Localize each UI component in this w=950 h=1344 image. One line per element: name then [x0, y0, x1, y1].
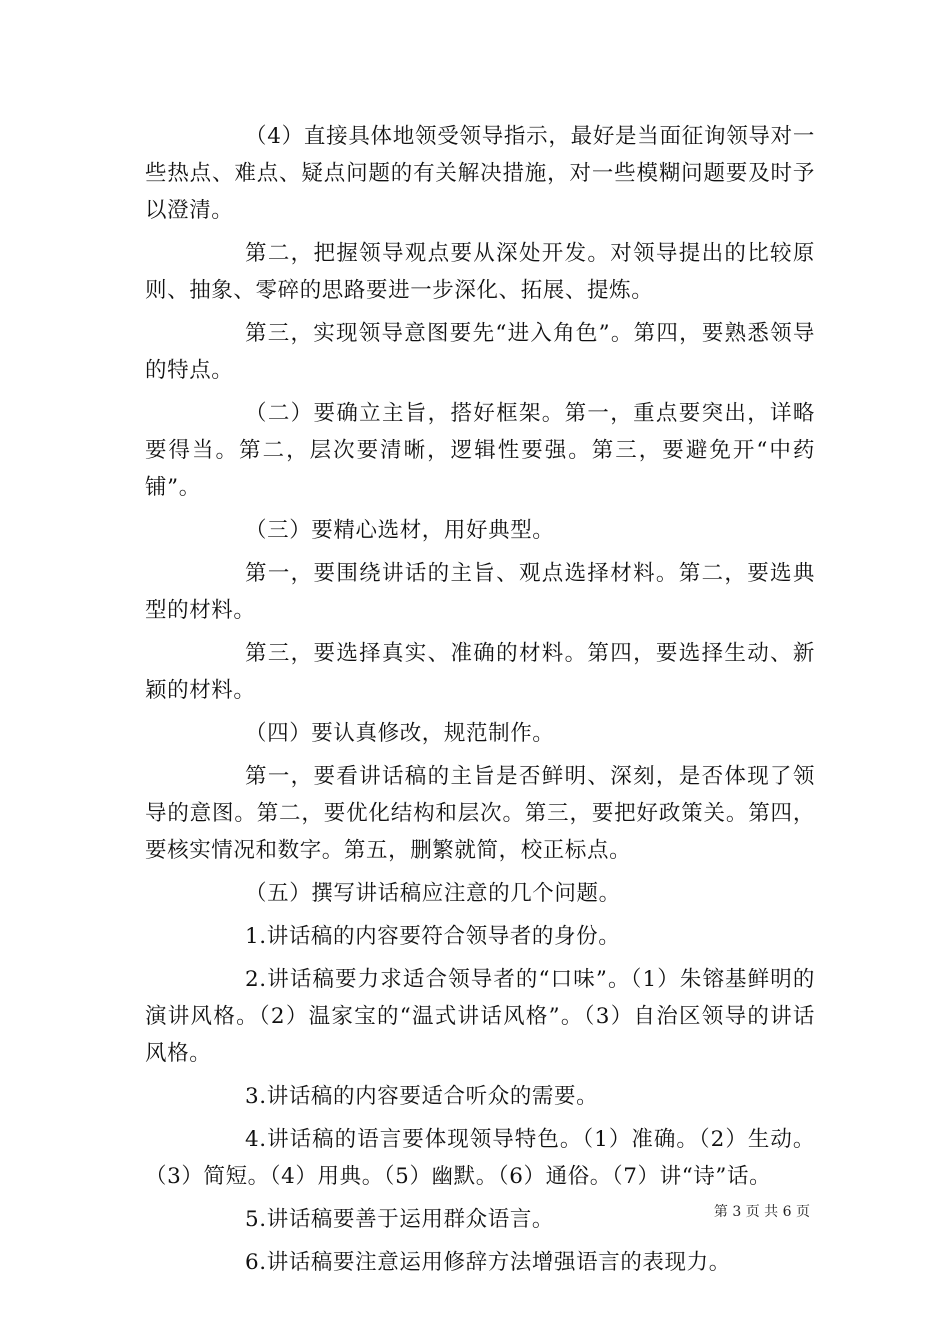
paragraph: 4.讲话稿的语言要体现领导特色。（1）准确。（2）生动。（3）简短。（4）用典。（5）幽默。（6）通俗。（7）讲“诗”话。 — [145, 1127, 815, 1189]
paragraph: 第三，实现领导意图要先“进入角色”。第四，要熟悉领导的特点。 — [145, 321, 815, 383]
paragraph: 第二，把握领导观点要从深处开发。对领导提出的比较原则、抽象、零碎的思路要进一步深化、拓展、提炼。 — [145, 241, 815, 303]
paragraph: 1.讲话稿的内容要符合领导者的身份。 — [245, 924, 621, 949]
paragraph: 5.讲话稿要善于运用群众语言。 — [245, 1207, 555, 1232]
paragraph: 第一，要看讲话稿的主旨是否鲜明、深刻，是否体现了领导的意图。第二，要优化结构和层次。第三，要把好政策关。第四，要核实情况和数字。第五，删繁就简，校正标点。 — [145, 764, 815, 863]
paragraph: 3.讲话稿的内容要适合听众的需要。 — [245, 1084, 599, 1109]
document-body — [145, 118, 815, 1287]
paragraph: 第一，要围绕讲话的主旨、观点选择材料。第二，要选典型的材料。 — [145, 561, 815, 623]
paragraph: （四）要认真修改，规范制作。 — [245, 721, 555, 746]
paragraph: （4）直接具体地领受领导指示，最好是当面征询领导对一些热点、难点、疑点问题的有关解决措施，对一些模糊问题要及时予以澄清。 — [145, 124, 815, 223]
paragraph: （二）要确立主旨，搭好框架。第一，重点要突出，详略要得当。第二，层次要清晰，逻辑性要强。第三，要避免开“中药铺”。 — [145, 401, 815, 500]
paragraph: （三）要精心选材，用好典型。 — [245, 518, 555, 543]
paragraph: 第三，要选择真实、准确的材料。第四，要选择生动、新颖的材料。 — [145, 641, 815, 703]
paragraph: （五）撰写讲话稿应注意的几个问题。 — [245, 881, 621, 906]
paragraph: 2.讲话稿要力求适合领导者的“口味”。（1）朱镕基鲜明的演讲风格。（2）温家宝的“温式讲话风格”。（3）自治区领导的讲话风格。 — [145, 967, 815, 1066]
page-number-footer: 第 3 页 共 6 页 — [713, 1204, 810, 1220]
paragraph: 6.讲话稿要注意运用修辞方法增强语言的表现力。 — [245, 1250, 731, 1275]
